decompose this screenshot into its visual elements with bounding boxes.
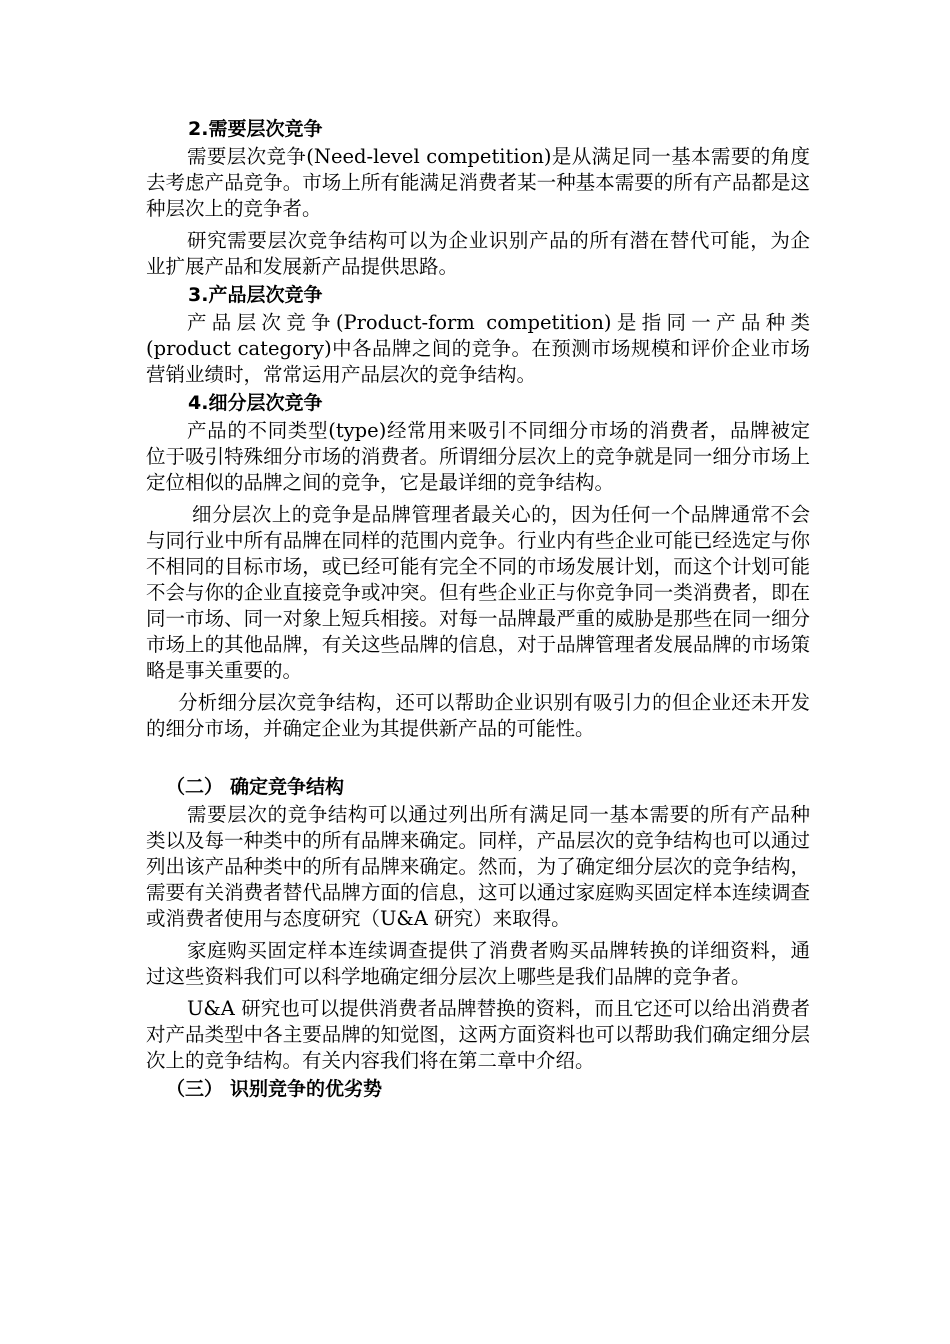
paragraph: 细分层次上的竞争是品牌管理者最关心的，因为任何一个品牌通常不会与同行业中所有品牌在同样的范围内竞争。行业内有些企业可能已经选定与你不相同的目标市场，或已经可能有完全不同的市场发展计划，而这个计划可能不会与你的企业直接竞争或冲突。但有些企业正与你竞争同一类消费者，即在同一市场、同一对象上短兵相接。对每一品牌最严重的威胁是那些在同一细分市场上的其他品牌，有关这些品牌的信息，对于品牌管理者发展品牌的市场策略是事关重要的。 — [146, 503, 810, 682]
paragraph: 分析细分层次竞争结构，还可以帮助企业识别有吸引力的但企业还未开发的细分市场，并确定企业为其提供新产品的可能性。 — [146, 691, 810, 740]
document-page — [146, 114, 810, 1104]
heading-determine-structure — [146, 772, 810, 802]
paragraph: 产品的不同类型(type)经常用来吸引不同细分市场的消费者，品牌被定位于吸引特殊细分市场的消费者。所谓细分层次上的竞争就是同一细分市场上定位相似的品牌之间的竞争，它是最详细的竞争结构。 — [146, 419, 810, 494]
paragraph: 需要层次竞争(Need-level competition)是从满足同一基本需要的角度去考虑产品竞争。市场上所有能满足消费者某一种基本需要的所有产品都是这种层次上的竞争者。 — [146, 145, 810, 220]
heading-identify-strengths — [146, 1074, 810, 1104]
section-number: （三） — [166, 1078, 224, 1100]
heading-need-level: 2.需要层次竞争 — [188, 118, 323, 140]
spacer — [146, 742, 810, 772]
paragraph: U&A 研究也可以提供消费者品牌替换的资料，而且它还可以给出消费者对产品类型中各主要品牌的知觉图，这两方面资料也可以帮助我们确定细分层次上的竞争结构。有关内容我们将在第二章中介绍。 — [146, 997, 810, 1072]
section-title: 识别竞争的优劣势 — [230, 1078, 383, 1100]
paragraph: 需要层次的竞争结构可以通过列出所有满足同一基本需要的所有产品种类以及每一种类中的所有品牌来确定。同样，产品层次的竞争结构也可以通过列出该产品种类中的所有品牌来确定。然而，为了确定细分层次的竞争结构，需要有关消费者替代品牌方面的信息，这可以通过家庭购买固定样本连续调查或消费者使用与态度研究（U&A 研究）来取得。 — [146, 803, 810, 930]
paragraph: 产品层次竞争(Product-form competition)是指同一产品种类(product category)中各品牌之间的竞争。在预测市场规模和评价企业市场营销业绩时，常常运用产品层次的竞争结构。 — [146, 311, 810, 386]
section-title: 确定竞争结构 — [230, 776, 345, 798]
paragraph: 家庭购买固定样本连续调查提供了消费者购买品牌转换的详细资料，通过这些资料我们可以科学地确定细分层次上哪些是我们品牌的竞争者。 — [146, 939, 810, 988]
paragraph: 研究需要层次竞争结构可以为企业识别产品的所有潜在替代可能，为企业扩展产品和发展新产品提供思路。 — [146, 229, 810, 278]
section-number: （二） — [166, 776, 224, 798]
heading-product-level: 3.产品层次竞争 — [188, 284, 323, 306]
heading-segment-level: 4.细分层次竞争 — [188, 392, 323, 414]
